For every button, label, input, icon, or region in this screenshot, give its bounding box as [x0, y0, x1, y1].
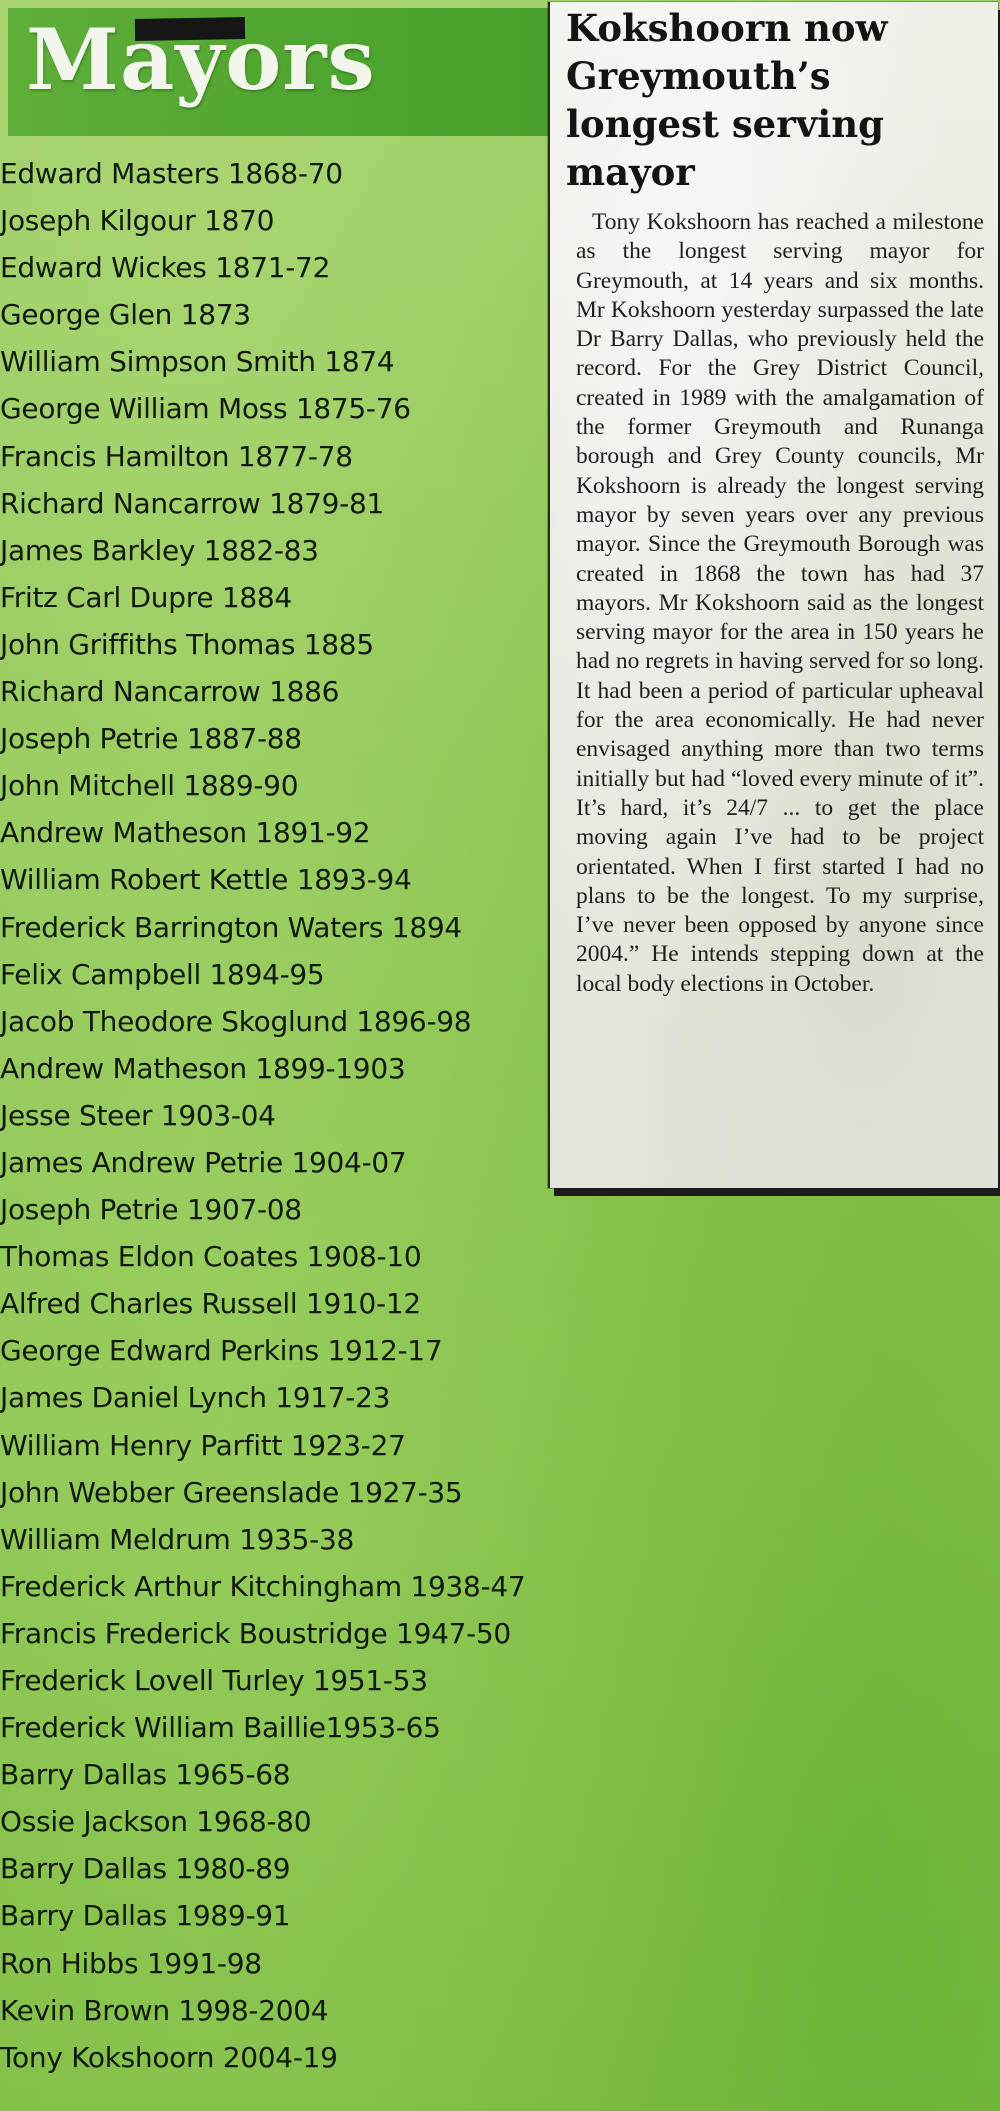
list-item: Frederick Arthur Kitchingham 1938-47 — [0, 1569, 526, 1603]
list-item: Ron Hibbs 1991-98 — [0, 1946, 262, 1980]
list-item: Frederick Lovell Turley 1951-53 — [0, 1664, 428, 1697]
list-item: Richard Nancarrow 1879-81 — [0, 486, 384, 520]
list-item: Fritz Carl Dupre 1884 — [0, 580, 292, 614]
article-headline: Kokshoorn now Greymouth’s longest serving mayor — [566, 6, 888, 194]
list-item: John Mitchell 1889-90 — [0, 769, 299, 803]
list-item: Joseph Petrie 1887-88 — [0, 722, 302, 756]
list-item: Andrew Matheson 1891-92 — [0, 816, 371, 850]
list-item: George Edward Perkins 1912-17 — [0, 1334, 443, 1368]
list-item: William Henry Parfitt 1923-27 — [0, 1428, 406, 1462]
list-item: William Meldrum 1935-38 — [0, 1522, 354, 1556]
list-item: James Barkley 1882-83 — [0, 533, 319, 567]
list-item: Andrew Matheson 1899-1903 — [0, 1051, 406, 1085]
list-item: Frederick Barrington Waters 1894 — [0, 910, 462, 944]
newspaper-clipping — [548, 2, 998, 1188]
list-item: George Glen 1873 — [0, 298, 251, 332]
list-item: James Andrew Petrie 1904-07 — [0, 1145, 407, 1179]
list-item: Frederick William Baillie1953-65 — [0, 1711, 441, 1745]
list-item: Francis Hamilton 1877-78 — [0, 439, 353, 473]
list-item: Richard Nancarrow 1886 — [0, 675, 340, 709]
list-item: James Daniel Lynch 1917-23 — [0, 1381, 391, 1415]
list-item: William Simpson Smith 1874 — [0, 345, 395, 379]
list-item: Joseph Kilgour 1870 — [0, 204, 275, 238]
list-item: Felix Campbell 1894-95 — [0, 957, 325, 991]
list-item: Ossie Jackson 1968-80 — [0, 1805, 312, 1839]
list-item: Edward Masters 1868-70 — [0, 157, 343, 190]
list-item: Alfred Charles Russell 1910-12 — [0, 1287, 421, 1321]
list-item: John Griffiths Thomas 1885 — [0, 627, 374, 661]
list-item: Francis Frederick Boustridge 1947-50 — [0, 1616, 511, 1650]
list-item: Joseph Petrie 1907-08 — [0, 1193, 302, 1227]
list-item: George William Moss 1875-76 — [0, 392, 411, 426]
mayor-list — [0, 150, 600, 2081]
mayors-title: Mayors — [26, 10, 376, 109]
list-item: Tony Kokshoorn 2004-19 — [0, 2040, 338, 2074]
list-item: Barry Dallas 1989-91 — [0, 1899, 291, 1933]
list-item: Barry Dallas 1965-68 — [0, 1758, 291, 1792]
list-item: Jesse Steer 1903-04 — [0, 1098, 276, 1132]
list-item: Edward Wickes 1871-72 — [0, 251, 331, 285]
article-body: Tony Kokshoorn has reached a milestone as the longest serving mayor for Greymouth, at 14 years and six months. Mr Kokshoorn yesterday surpassed the late Dr Barry Dallas, who previously held the record. For the Grey District Council, created in 1989 with the amalgamation of the former Greymouth and Runanga borough and Grey County councils, Mr Kokshoorn is already the longest serving mayor by seven years over any previous mayor. Since the Greymouth Borough was created in 1868 the town has had 37 mayors. Mr Kokshoorn said as the longest serving mayor for the area in 150 years he had no regrets in having served for so long. It had been a period of particular upheaval for the area economically. He had never envisaged anything more than two terms initially but had “loved every minute of it”. It’s hard, it’s 24/7 ... to get the place moving again I’ve had to be project orientated. When I first started I had no plans to be the longest. To my surprise, I’ve never been opposed by anyone since 2004.” He intends stepping down at the local body elections in October. — [576, 209, 984, 997]
list-item: Kevin Brown 1998-2004 — [0, 1993, 329, 2027]
list-item: Barry Dallas 1980-89 — [0, 1852, 291, 1886]
list-item: William Robert Kettle 1893-94 — [0, 863, 412, 897]
list-item: Jacob Theodore Skoglund 1896-98 — [0, 1004, 472, 1038]
list-item: Thomas Eldon Coates 1908-10 — [0, 1240, 422, 1274]
list-item: John Webber Greenslade 1927-35 — [0, 1475, 463, 1509]
